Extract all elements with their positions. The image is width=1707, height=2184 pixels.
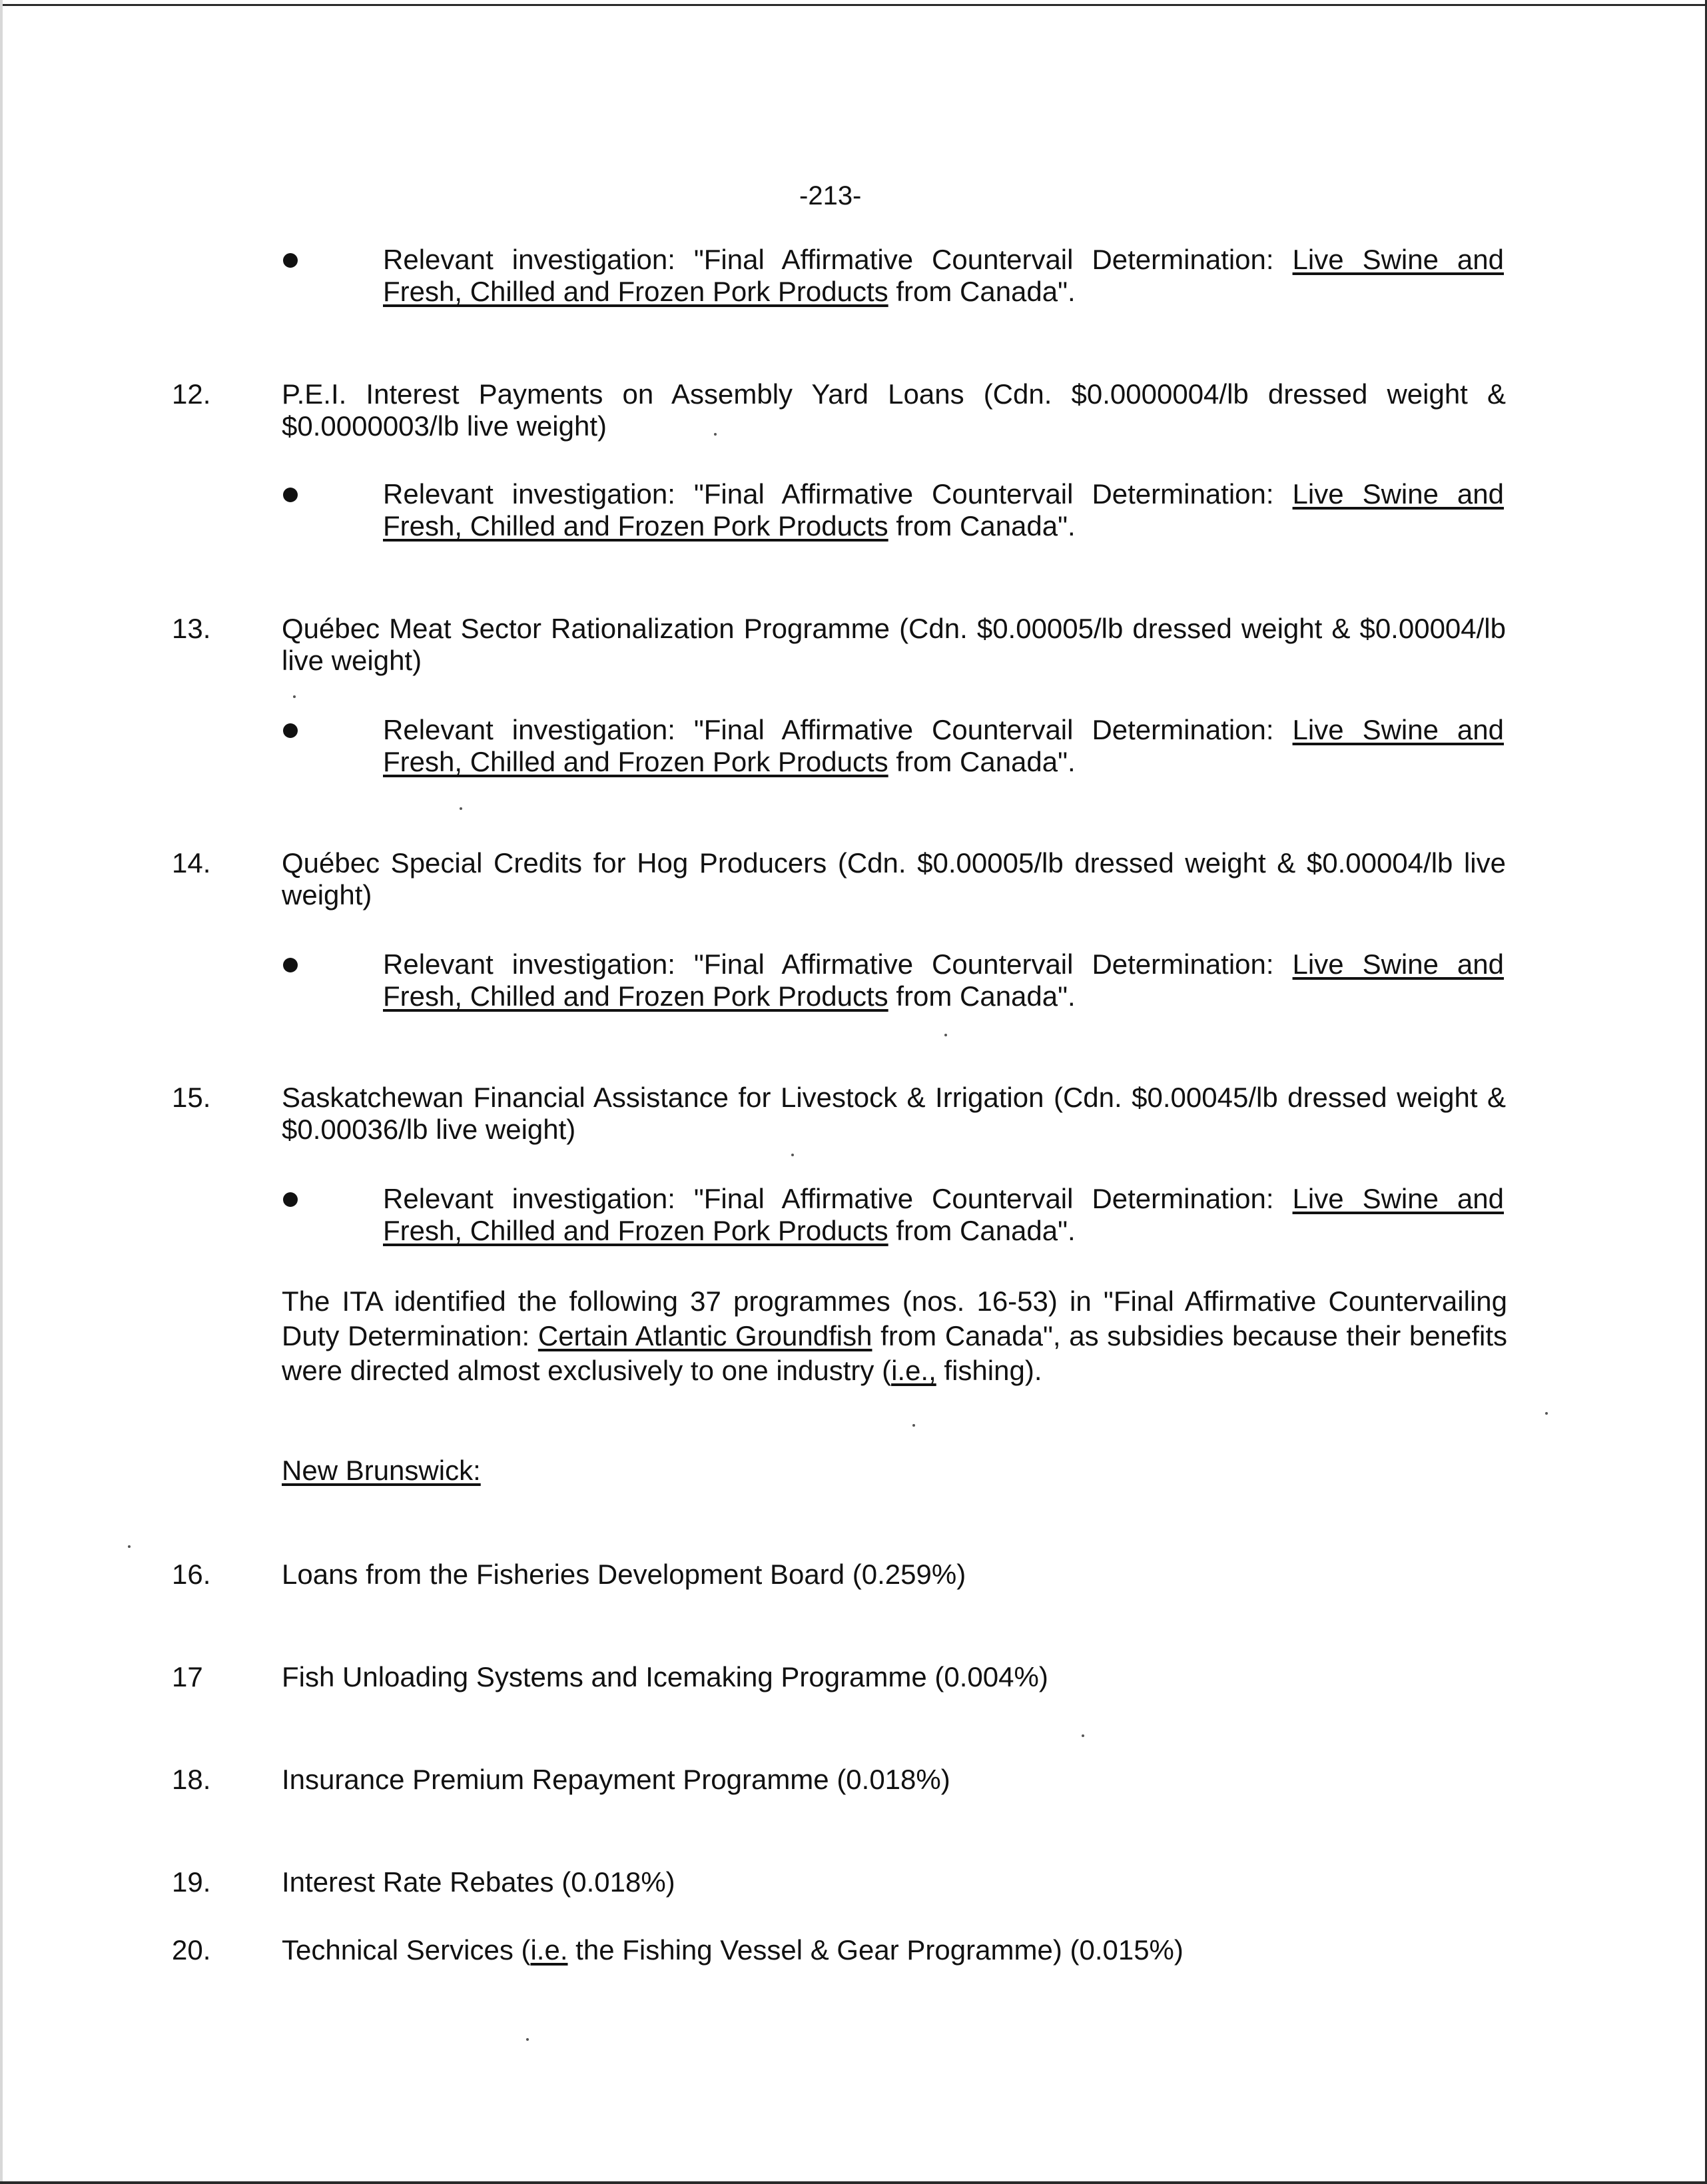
section-heading: New Brunswick: (282, 1455, 481, 1486)
bullet-icon (283, 253, 298, 268)
scan-speck (791, 1154, 794, 1156)
item-text: Loans from the Fisheries Development Board (0.259%) (282, 1559, 966, 1590)
scan-edge-top (0, 0, 1707, 6)
ita-paragraph: The ITA identified the following 37 programmes (nos. 16-53) in "Final Affirmative Countervailing Duty Determination: Certain Atlantic Groundfish from Canada", as subsidies because their benefits were directed almost exclusively to one industry (i.e., fishing). (282, 1285, 1508, 1386)
scan-speck (714, 433, 717, 436)
bullet-icon (283, 723, 298, 738)
scan-speck (912, 1424, 915, 1427)
item-text: Insurance Premium Repayment Programme (0.018%) (282, 1764, 950, 1795)
relevant-investigation-text: Relevant investigation: "Final Affirmative Countervail Determination: Live Swine and Fresh, Chilled and Frozen Pork Products from Canada". (383, 714, 1505, 777)
item-text: Saskatchewan Financial Assistance for Livestock & Irrigation (Cdn. $0.00045/lb dressed weight & $0.00036/lb live weight) (282, 1082, 1506, 1145)
item-text: Fish Unloading Systems and Icemaking Programme (0.004%) (282, 1661, 1048, 1692)
scan-edge-bottom (0, 2181, 1707, 2184)
item-number: 16. (172, 1559, 211, 1590)
item-number: 14. (172, 847, 211, 879)
item-number: 13. (172, 613, 211, 644)
bullet-icon (283, 958, 298, 972)
relevant-investigation-text: Relevant investigation: "Final Affirmative Countervail Determination: Live Swine and Fresh, Chilled and Frozen Pork Products from Canada". (383, 244, 1505, 307)
scan-speck (128, 1545, 131, 1548)
scan-edge-left (0, 0, 3, 2184)
item-number: 12. (172, 378, 211, 410)
scan-speck (1082, 1734, 1084, 1737)
item-number: 15. (172, 1082, 211, 1113)
scan-speck (293, 695, 296, 698)
bullet-icon (283, 1192, 298, 1207)
item-number: 20. (172, 1934, 211, 1966)
item-text: Québec Meat Sector Rationalization Programme (Cdn. $0.00005/lb dressed weight & $0.00004/lb live weight) (282, 613, 1506, 676)
scan-speck (944, 1034, 947, 1036)
page-number: -213- (799, 181, 862, 210)
relevant-investigation-text: Relevant investigation: "Final Affirmative Countervail Determination: Live Swine and Fresh, Chilled and Frozen Pork Products from Canada". (383, 1183, 1505, 1246)
scan-speck (526, 2038, 529, 2041)
item-text: Technical Services (i.e. the Fishing Vessel & Gear Programme) (0.015%) (282, 1934, 1184, 1966)
relevant-investigation-text: Relevant investigation: "Final Affirmative Countervail Determination: Live Swine and Fresh, Chilled and Frozen Pork Products from Canada". (383, 478, 1505, 542)
item-text: P.E.I. Interest Payments on Assembly Yard Loans (Cdn. $0.0000004/lb dressed weight & $0.0000003/lb live weight) (282, 378, 1506, 442)
scan-speck (460, 807, 462, 810)
item-text: Québec Special Credits for Hog Producers (Cdn. $0.00005/lb dressed weight & $0.00004/lb live weight) (282, 847, 1506, 910)
item-number: 17 (172, 1661, 203, 1692)
bullet-icon (283, 488, 298, 502)
scan-speck (1545, 1412, 1548, 1415)
item-text: Interest Rate Rebates (0.018%) (282, 1866, 675, 1898)
relevant-investigation-text: Relevant investigation: "Final Affirmative Countervail Determination: Live Swine and Fresh, Chilled and Frozen Pork Products from Canada". (383, 948, 1505, 1012)
item-number: 19. (172, 1866, 211, 1898)
item-number: 18. (172, 1764, 211, 1795)
